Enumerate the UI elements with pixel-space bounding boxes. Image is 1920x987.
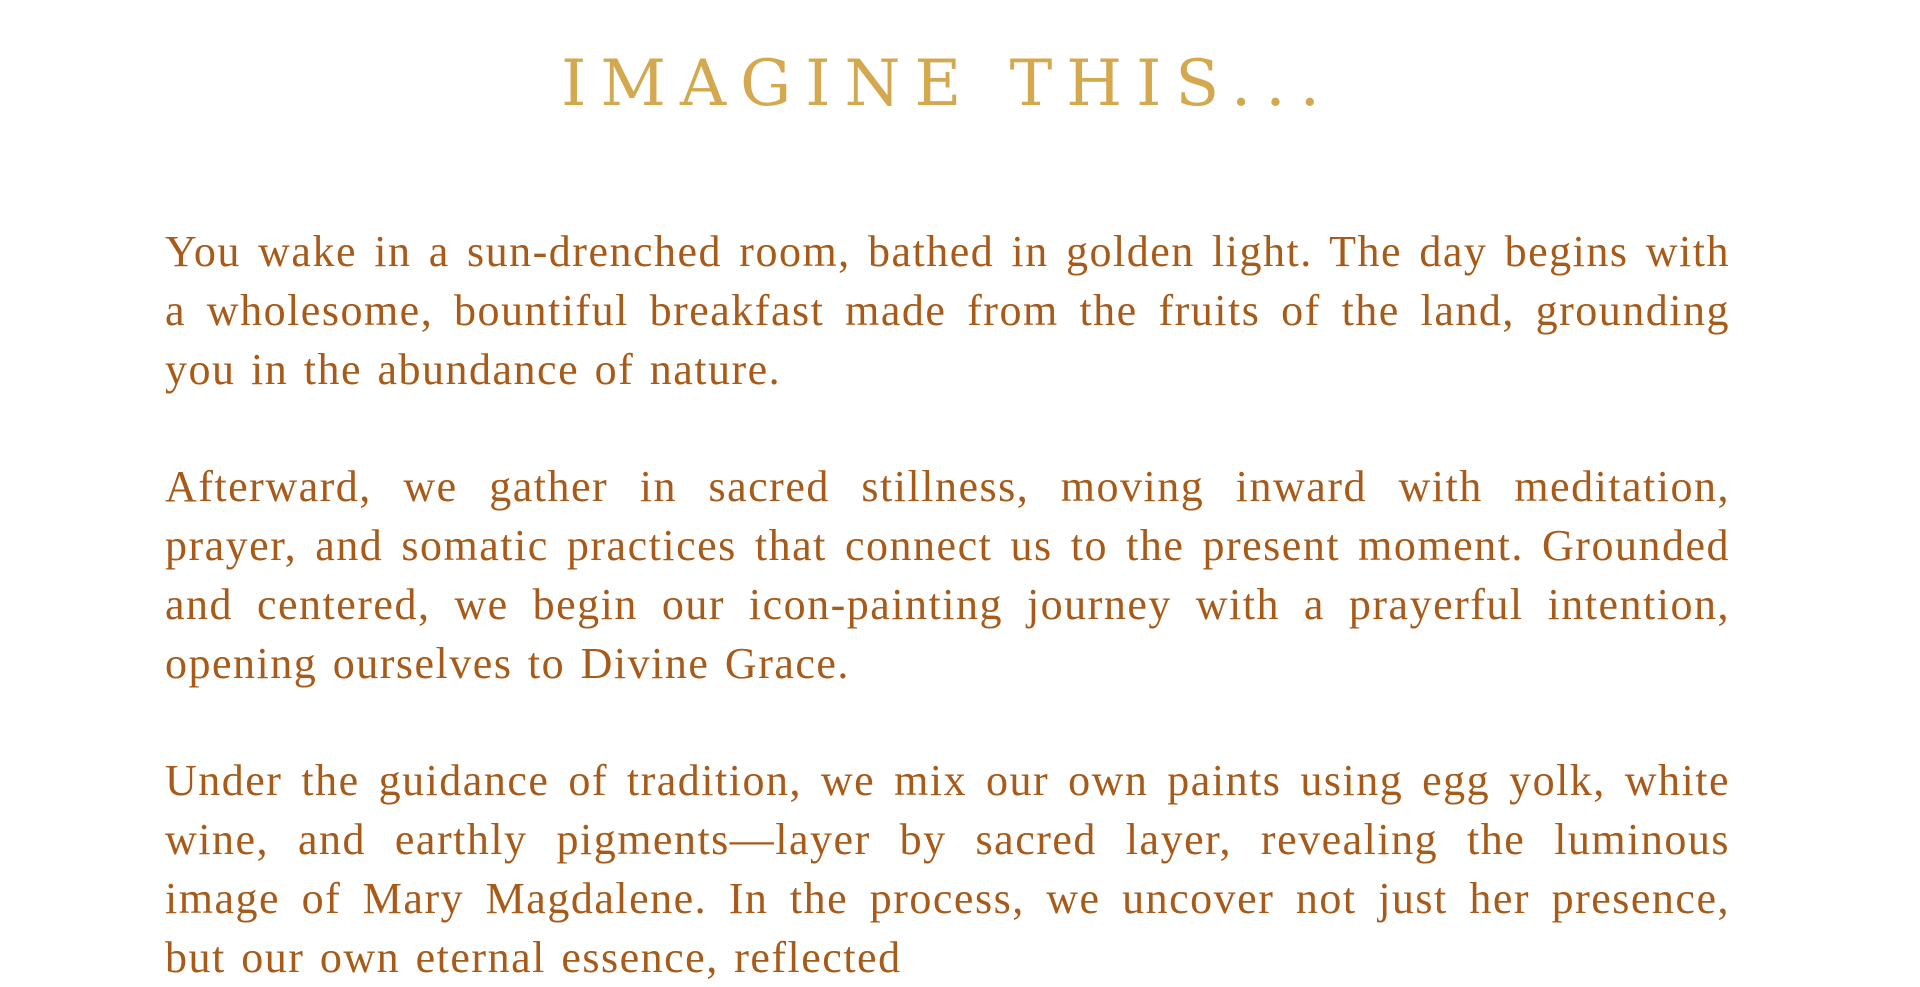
paragraph-painting: Under the guidance of tradition, we mix our own paints using egg yolk, white wine, and earthly pigments—layer by sacred layer, revealing the luminous image of Mary Magdalene. In the process, we uncover not just her presence, but our own eternal essence, reflected (165, 756, 1730, 982)
paragraph-morning: You wake in a sun-drenched room, bathed in golden light. The day begins with a wholesome, bountiful breakfast made from the fruits of the land, grounding you in the abundance of nature. (165, 227, 1730, 394)
paragraph-stillness: Afterward, we gather in sacred stillness, moving inward with meditation, prayer, and somatic practices that connect us to the present moment. Grounded and centered, we begin our icon-painting journey with a prayerful intention, opening ourselves to Divine Grace. (165, 462, 1730, 688)
imagine-section (165, 0, 1730, 987)
section-title: IMAGINE THIS... (561, 47, 1334, 121)
